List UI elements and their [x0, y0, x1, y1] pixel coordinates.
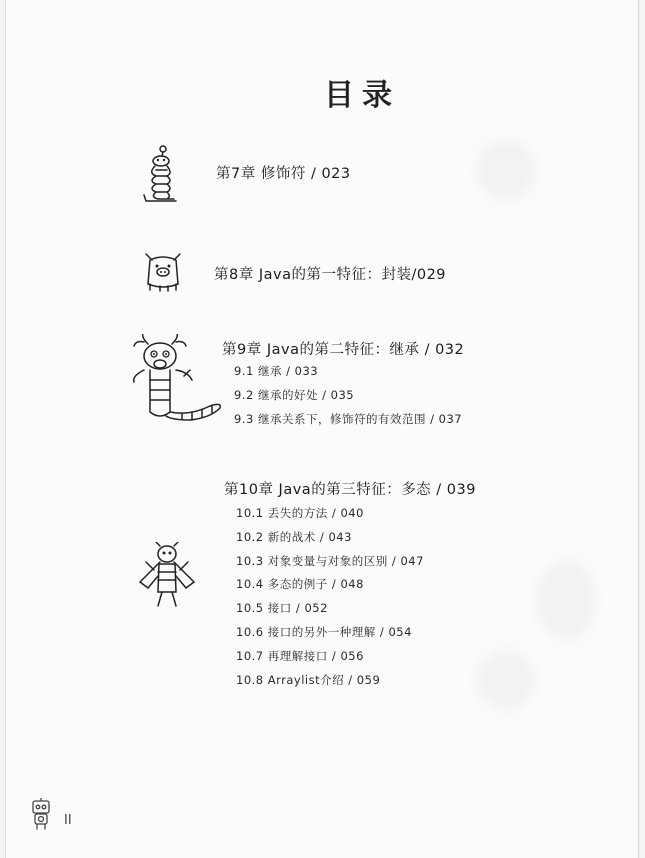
section-10-2[interactable]: 10.2 新的战术 / 043	[236, 530, 352, 544]
scan-smudge	[476, 650, 536, 710]
snake-doodle-icon	[136, 143, 186, 205]
page-number: II	[64, 813, 72, 828]
section-9-2[interactable]: 9.2 继承的好处 / 035	[234, 388, 355, 402]
chapter-9-entry[interactable]: 第9章 Java的第二特征：继承 / 032	[222, 342, 465, 358]
section-10-7[interactable]: 10.7 再理解接口 / 056	[236, 649, 364, 663]
robot-doodle-icon	[28, 798, 54, 830]
dragon-doodle-icon	[130, 334, 226, 424]
book-page	[6, 0, 638, 858]
chapter-10-entry[interactable]: 第10章 Java的第三特征：多态 / 039	[224, 482, 476, 498]
section-9-3[interactable]: 9.3 继承关系下，修饰符的有效范围 / 037	[234, 412, 463, 426]
section-10-6[interactable]: 10.6 接口的另外一种理解 / 054	[236, 625, 412, 639]
chapter-8-entry[interactable]: 第8章 Java的第一特征：封装/029	[214, 267, 447, 283]
scan-smudge	[476, 140, 536, 200]
section-10-3[interactable]: 10.3 对象变量与对象的区别 / 047	[236, 554, 424, 568]
section-10-5[interactable]: 10.5 接口 / 052	[236, 601, 328, 615]
section-10-1[interactable]: 10.1 丢失的方法 / 040	[236, 506, 364, 520]
bug-doodle-icon	[134, 542, 200, 608]
scan-smudge	[536, 560, 596, 640]
section-10-8[interactable]: 10.8 Arraylist介绍 / 059	[236, 673, 381, 687]
page-title: 目录	[324, 78, 400, 113]
chapter-7-entry[interactable]: 第7章 修饰符 / 023	[216, 166, 351, 182]
section-9-1[interactable]: 9.1 继承 / 033	[234, 364, 319, 378]
pig-doodle-icon	[140, 248, 186, 294]
section-10-4[interactable]: 10.4 多态的例子 / 048	[236, 577, 364, 591]
